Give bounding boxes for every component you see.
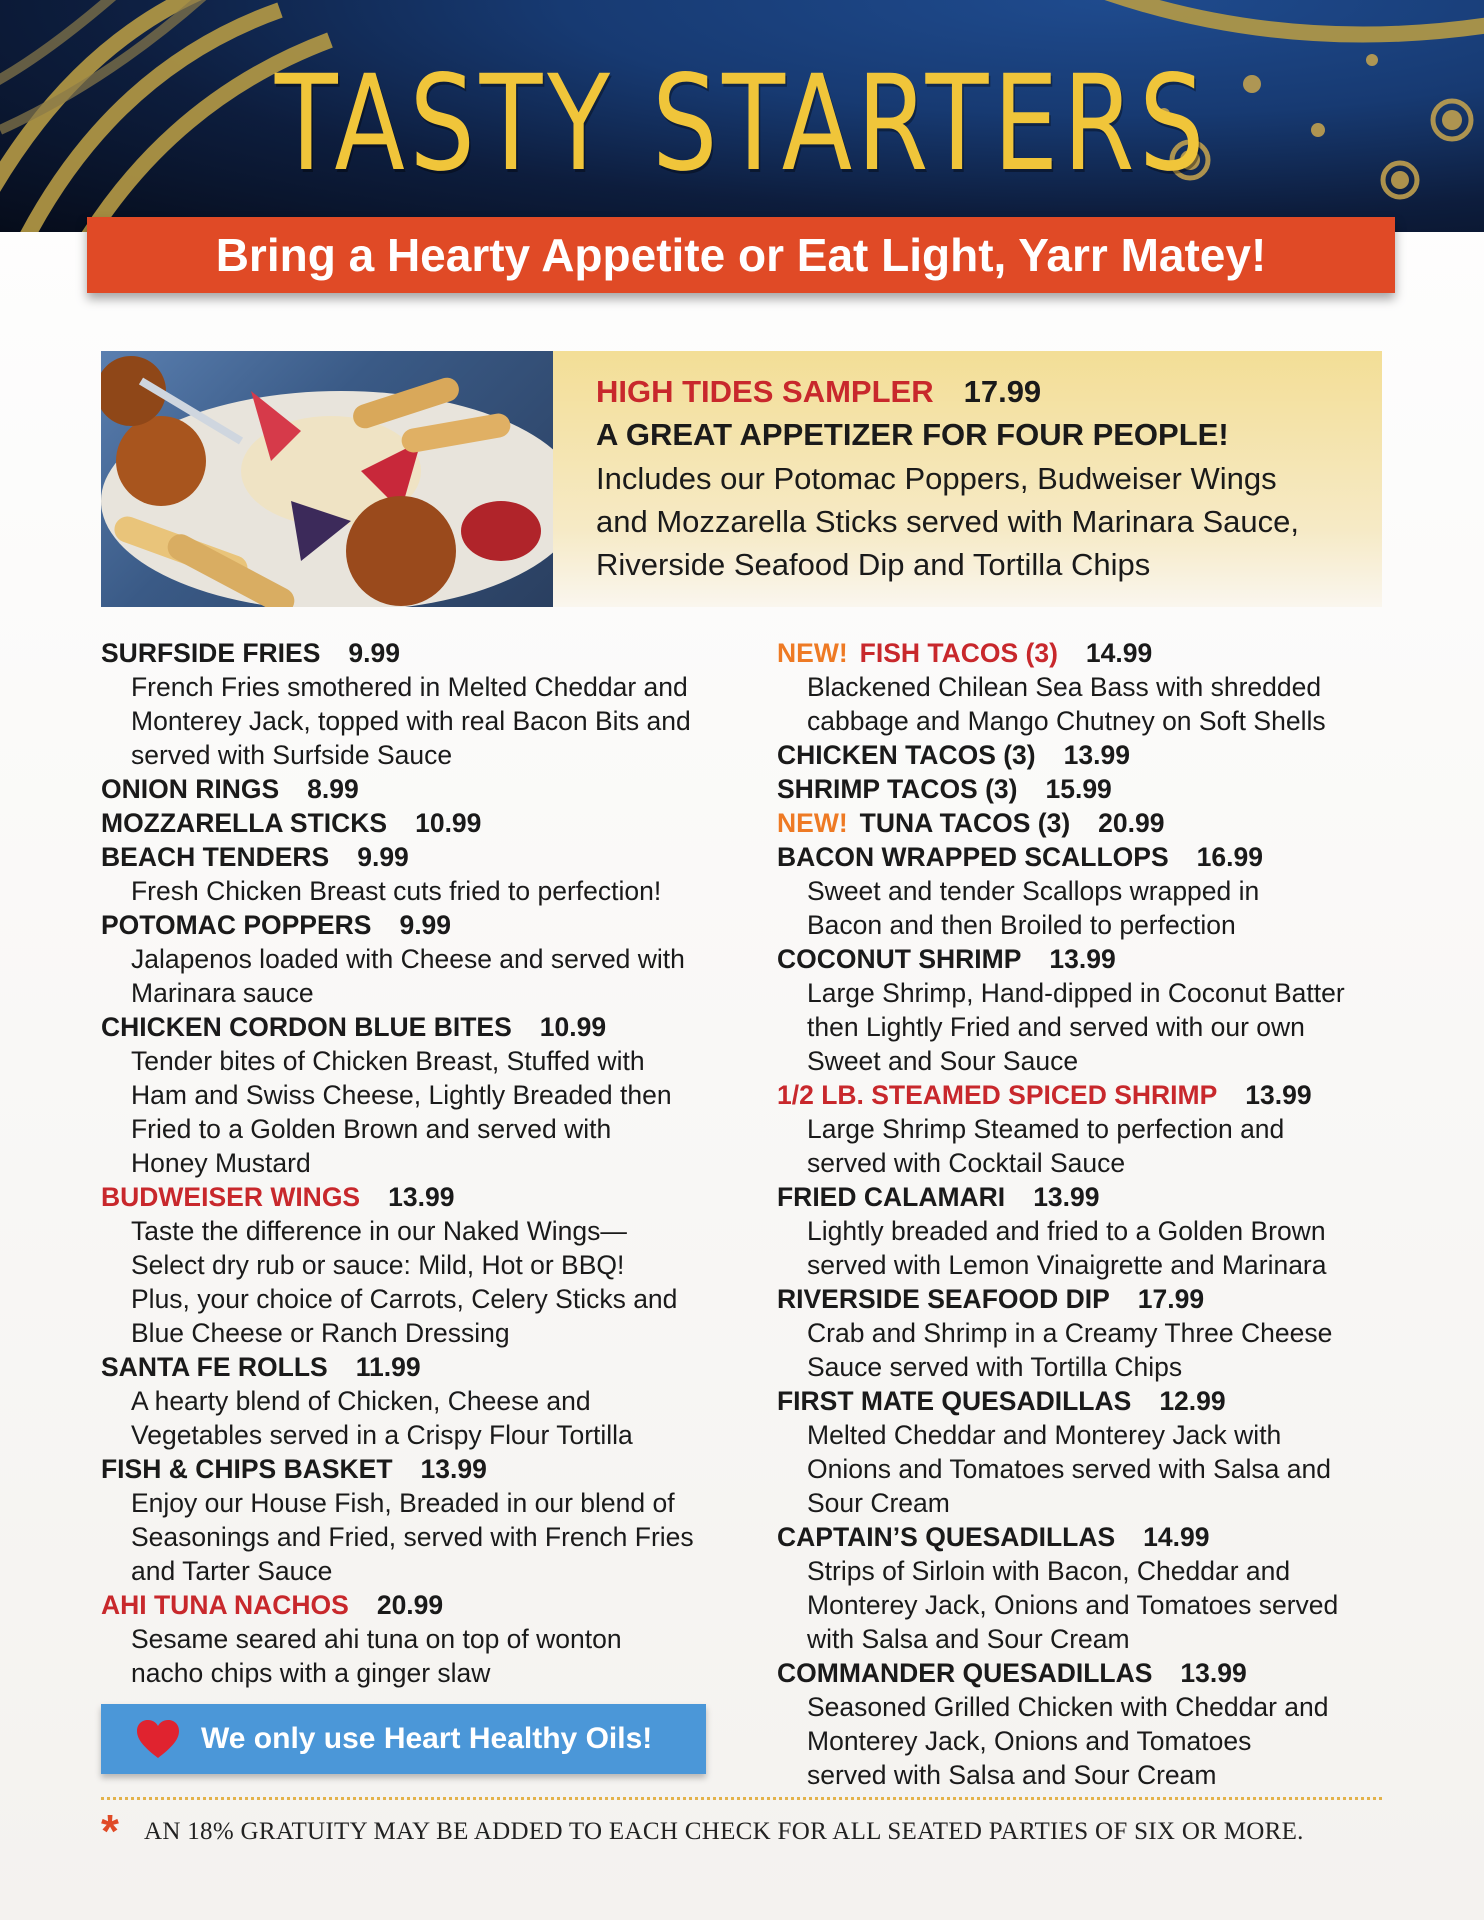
menu-item-description-line: Enjoy our House Fish, Breaded in our blend of <box>131 1488 675 1518</box>
menu-item-description-line: Monterey Jack, topped with real Bacon Bits and <box>131 706 691 736</box>
menu-item-description-line: Select dry rub or sauce: Mild, Hot or BBQ! <box>131 1250 625 1280</box>
menu-item-price: 13.99 <box>1245 1080 1312 1110</box>
menu-item-price: 9.99 <box>399 910 452 940</box>
menu-item-description-line: Fresh Chicken Breast cuts fried to perfection! <box>131 876 662 906</box>
menu-item-price: 20.99 <box>376 1590 444 1620</box>
menu-item-price: 16.99 <box>1196 842 1263 872</box>
menu-item-name: SURFSIDE FRIES <box>101 638 321 668</box>
menu-item-name: COMMANDER QUESADILLAS <box>777 1658 1153 1688</box>
menu-item-price: 9.99 <box>357 842 409 872</box>
sampler-tagline: A GREAT APPETIZER FOR FOUR PEOPLE! <box>596 417 1229 452</box>
menu-item-name: BUDWEISER WINGS <box>101 1182 361 1212</box>
menu-item-name: AHI TUNA NACHOS <box>101 1590 349 1620</box>
menu-item-description-line: Sour Cream <box>807 1488 950 1518</box>
menu-item-price: 8.99 <box>307 774 359 804</box>
menu-item-name: 1/2 LB. STEAMED SPICED SHRIMP <box>777 1080 1218 1110</box>
menu-item-price: 11.99 <box>355 1352 421 1382</box>
menu-item-title <box>777 1520 1397 1554</box>
menu-item-description-line: A hearty blend of Chicken, Cheese and <box>131 1386 591 1416</box>
new-badge: NEW! <box>777 808 848 838</box>
menu-item-description-line: Monterey Jack, Onions and Tomatoes <box>807 1726 1252 1756</box>
menu-item-price: 13.99 <box>1049 944 1116 974</box>
menu-item-title <box>101 772 721 806</box>
menu-column-right <box>777 636 1397 1792</box>
menu-item-description-line: and Tarter Sauce <box>131 1556 333 1586</box>
sampler-price: 17.99 <box>963 374 1042 409</box>
menu-item-description-line: Sweet and tender Scallops wrapped in <box>807 876 1260 906</box>
menu-item-title <box>101 1010 721 1044</box>
menu-item-name: CAPTAIN’S QUESADILLAS <box>777 1522 1116 1552</box>
menu-item-title <box>777 1078 1397 1112</box>
menu-item-title <box>777 1656 1397 1690</box>
menu-item-description-line: Tender bites of Chicken Breast, Stuffed with <box>131 1046 645 1076</box>
menu-item-price: 13.99 <box>1063 740 1130 770</box>
menu-item-price: 17.99 <box>1137 1284 1205 1314</box>
sampler-photo <box>101 351 553 607</box>
menu-item-price: 13.99 <box>420 1454 487 1484</box>
menu-item-price: 20.99 <box>1098 808 1165 838</box>
menu-item-name: TUNA TACOS (3) <box>859 808 1071 838</box>
menu-item-description-line: Melted Cheddar and Monterey Jack with <box>807 1420 1282 1450</box>
menu-item-name: POTOMAC POPPERS <box>101 910 372 940</box>
menu-item-name: ONION RINGS <box>101 774 280 804</box>
menu-item-title <box>101 1452 721 1486</box>
menu-item-description-line: Plus, your choice of Carrots, Celery Sticks and <box>131 1284 678 1314</box>
menu-item-name: BEACH TENDERS <box>101 842 330 872</box>
menu-item-description-line: Large Shrimp Steamed to perfection and <box>807 1114 1285 1144</box>
menu-item-description-line: Honey Mustard <box>131 1148 311 1178</box>
menu-item-description-line: cabbage and Mango Chutney on Soft Shells <box>807 706 1326 736</box>
menu-item-price: 12.99 <box>1159 1386 1226 1416</box>
menu-item-description-line: Seasoned Grilled Chicken with Cheddar and <box>807 1692 1329 1722</box>
sampler-description-line: Riverside Seafood Dip and Tortilla Chips <box>596 547 1151 582</box>
menu-item-title <box>101 1180 721 1214</box>
menu-item-title <box>777 738 1397 772</box>
menu-item-price: 14.99 <box>1143 1522 1210 1552</box>
menu-item-description-line: served with Lemon Vinaigrette and Marinara <box>807 1250 1327 1280</box>
menu-item-name: COCONUT SHRIMP <box>777 944 1022 974</box>
menu-item-description-line: Marinara sauce <box>131 978 314 1008</box>
menu-item-price: 10.99 <box>539 1012 607 1042</box>
menu-item-title <box>777 942 1397 976</box>
menu-item-description-line: served with Cocktail Sauce <box>807 1148 1126 1178</box>
menu-item-description-line: French Fries smothered in Melted Cheddar and <box>131 672 688 702</box>
menu-item-title <box>101 636 721 670</box>
menu-item-description-line: then Lightly Fried and served with our own <box>807 1012 1305 1042</box>
footer-divider <box>101 1797 1382 1800</box>
sampler-feature <box>101 351 1382 607</box>
asterisk-icon: * <box>101 1805 119 1857</box>
menu-item-price: 14.99 <box>1085 638 1153 668</box>
menu-item-title <box>777 1384 1397 1418</box>
menu-item-price: 15.99 <box>1045 774 1112 804</box>
menu-item-name: BACON WRAPPED SCALLOPS <box>777 842 1169 872</box>
menu-item-title <box>777 840 1397 874</box>
menu-item-name: SANTA FE ROLLS <box>101 1352 328 1382</box>
menu-item-description-line: Fried to a Golden Brown and served with <box>131 1114 612 1144</box>
sampler-description-line: Includes our Potomac Poppers, Budweiser Wings <box>596 461 1277 496</box>
menu-item-price: 13.99 <box>388 1182 455 1212</box>
callout-text: We only use Heart Healthy Oils! <box>201 1722 653 1755</box>
menu-item-name: RIVERSIDE SEAFOOD DIP <box>777 1284 1110 1314</box>
menu-item-description-line: Crab and Shrimp in a Creamy Three Cheese <box>807 1318 1333 1348</box>
menu-item-title <box>777 806 1397 840</box>
menu-item-description-line: Large Shrimp, Hand-dipped in Coconut Batter <box>807 978 1345 1008</box>
gratuity-note: AN 18% GRATUITY MAY BE ADDED TO EACH CHECK FOR ALL SEATED PARTIES OF SIX OR MORE. <box>144 1818 1304 1845</box>
menu-item-description-line: served with Surfside Sauce <box>131 740 453 770</box>
menu-item-name: CHICKEN CORDON BLUE BITES <box>101 1012 512 1042</box>
sampler-description-line: and Mozzarella Sticks served with Marinara Sauce, <box>596 504 1299 539</box>
menu-item-description-line: Sauce served with Tortilla Chips <box>807 1352 1183 1382</box>
menu-column-left <box>101 636 721 1690</box>
menu-item-price: 9.99 <box>348 638 400 668</box>
menu-item-description-line: Sesame seared ahi tuna on top of wonton <box>131 1624 622 1654</box>
menu-item-description-line: Jalapenos loaded with Cheese and served with <box>131 944 685 974</box>
heart-healthy-callout <box>101 1704 706 1774</box>
menu-item-name: FRIED CALAMARI <box>777 1182 1006 1212</box>
menu-item-name: CHICKEN TACOS (3) <box>777 740 1036 770</box>
menu-item-description-line: Strips of Sirloin with Bacon, Cheddar and <box>807 1556 1291 1586</box>
header <box>0 0 1484 232</box>
appetizer-photo-icon <box>101 351 553 607</box>
menu-item-title <box>101 806 721 840</box>
menu-item-title <box>777 1282 1397 1316</box>
menu-item-description-line: Sweet and Sour Sauce <box>807 1046 1079 1076</box>
menu-item-price: 13.99 <box>1180 1658 1247 1688</box>
menu-item-description-line: with Salsa and Sour Cream <box>807 1624 1130 1654</box>
menu-item-description-line: Vegetables served in a Crispy Flour Tortilla <box>131 1420 633 1450</box>
menu-item-name: MOZZARELLA STICKS <box>101 808 388 838</box>
menu-item-description-line: Lightly breaded and fried to a Golden Brown <box>807 1216 1326 1246</box>
menu-item-title <box>777 772 1397 806</box>
menu-item-name: FIRST MATE QUESADILLAS <box>777 1386 1132 1416</box>
menu-item-title <box>101 908 721 942</box>
menu-item-price: 13.99 <box>1033 1182 1100 1212</box>
menu-item-description-line: Blackened Chilean Sea Bass with shredded <box>807 672 1322 702</box>
menu-item-name: FISH & CHIPS BASKET <box>101 1454 393 1484</box>
menu-item-name: SHRIMP TACOS (3) <box>777 774 1018 804</box>
banner: Bring a Hearty Appetite or Eat Light, Yarr Matey! <box>87 217 1395 293</box>
sampler-heading <box>596 371 1362 413</box>
menu-item-description-line: Seasonings and Fried, served with French Fries <box>131 1522 694 1552</box>
page-title: TASTY STARTERS <box>274 47 1210 201</box>
heart-icon <box>135 1718 181 1760</box>
sampler-text <box>596 371 1362 586</box>
sampler-name: HIGH TIDES SAMPLER <box>596 374 934 409</box>
menu-item-title <box>101 1588 721 1622</box>
menu-item-description-line: Bacon and then Broiled to perfection <box>807 910 1236 940</box>
menu-item-description-line: Blue Cheese or Ranch Dressing <box>131 1318 510 1348</box>
menu-item-description-line: nacho chips with a ginger slaw <box>131 1658 491 1688</box>
menu-item-description-line: Ham and Swiss Cheese, Lightly Breaded then <box>131 1080 672 1110</box>
menu-item-title <box>777 1180 1397 1214</box>
menu-item-title <box>101 1350 721 1384</box>
menu-item-description-line: Monterey Jack, Onions and Tomatoes served <box>807 1590 1339 1620</box>
menu-item-description-line: Onions and Tomatoes served with Salsa and <box>807 1454 1331 1484</box>
menu-item-title <box>777 636 1397 670</box>
menu-item-price: 10.99 <box>415 808 482 838</box>
menu-item-title <box>101 840 721 874</box>
new-badge: NEW! <box>777 638 848 668</box>
menu-item-description-line: Taste the difference in our Naked Wings— <box>131 1216 627 1246</box>
menu-item-description-line: served with Salsa and Sour Cream <box>807 1760 1217 1790</box>
menu-item-name: FISH TACOS (3) <box>859 638 1058 668</box>
